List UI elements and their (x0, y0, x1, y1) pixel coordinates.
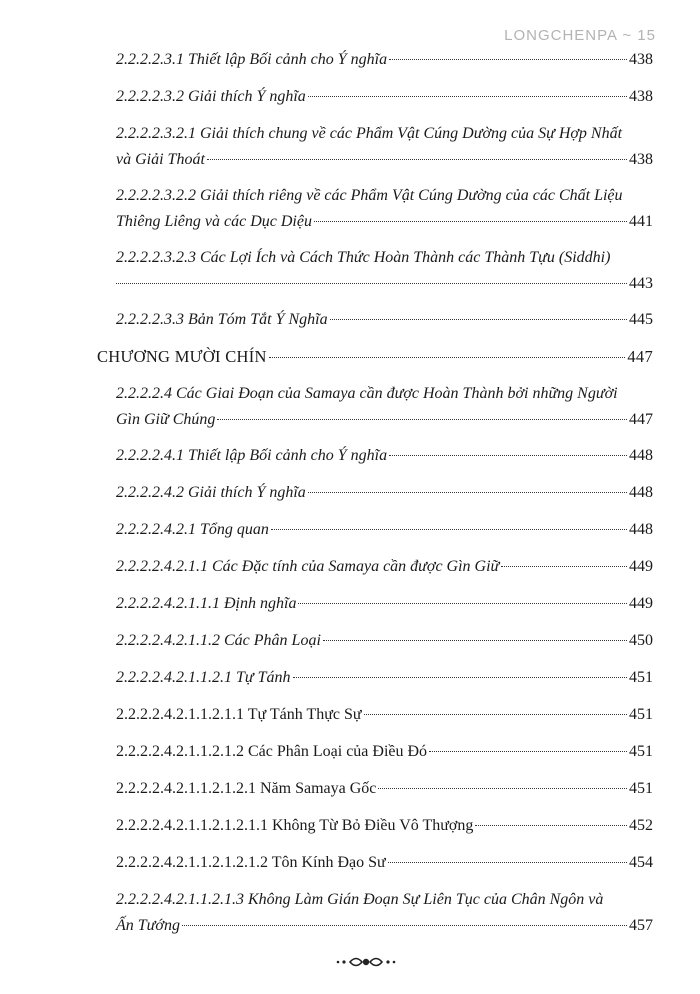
dot-leader (269, 357, 626, 358)
toc-page-number: 450 (629, 632, 653, 649)
toc-page-number: 447 (627, 347, 653, 366)
toc-entry[interactable] (116, 517, 653, 543)
toc-entry[interactable] (116, 813, 653, 839)
toc-entry-title: 2.2.2.2.4 Các Giai Đoạn của Samaya cần được Hoàn Thành bởi những Người (116, 385, 618, 402)
dot-leader (217, 419, 627, 420)
toc-page-number: 451 (629, 669, 653, 686)
toc-entry-title: 2.2.2.2.4.2.1 Tổng quan (116, 521, 269, 538)
toc-page-number: 448 (629, 447, 653, 464)
toc-entry-title: 2.2.2.2.3.2.1 Giải thích chung về các Phẩm Vật Cúng Dường của Sự Hợp Nhất (116, 125, 623, 142)
toc-entry-title: 2.2.2.2.4.2.1.1.2.1.1 Tự Tánh Thực Sự (116, 706, 362, 723)
dot-leader (501, 566, 627, 567)
dot-leader (308, 492, 627, 493)
toc-page-number: 443 (629, 275, 653, 292)
toc-page-number: 451 (629, 706, 653, 723)
running-header: LONGCHENPA ~ 15 (504, 27, 656, 44)
toc-entry[interactable] (116, 887, 653, 939)
toc-entry-title: 2.2.2.2.3.3 Bản Tóm Tắt Ý Nghĩa (116, 311, 328, 328)
dot-leader (314, 221, 627, 222)
dot-leader (378, 788, 627, 789)
toc-page-number: 448 (629, 484, 653, 501)
toc-entry-title: 2.2.2.2.4.2.1.1.1 Định nghĩa (116, 595, 297, 612)
toc-entry[interactable] (116, 183, 653, 235)
dot-leader (429, 751, 627, 752)
toc-entry[interactable] (116, 84, 653, 110)
toc-entry-title: 2.2.2.2.4.2.1.1.2 Các Phân Loại (116, 632, 321, 649)
toc-page-number: 454 (629, 854, 653, 871)
dot-leader (271, 529, 627, 530)
toc-entry[interactable] (116, 739, 653, 765)
toc-entry[interactable] (116, 47, 653, 73)
dot-leader (308, 96, 627, 97)
toc-entry[interactable] (116, 245, 653, 297)
toc-entry[interactable] (116, 307, 653, 333)
toc-entry-title: 2.2.2.2.3.2.3 Các Lợi Ích và Cách Thức Hoàn Thành các Thành Tựu (Siddhi) (116, 249, 611, 266)
page-ornament-icon (334, 951, 398, 969)
toc-entry-title-continuation: Thiêng Liêng và các Dục Diệu (116, 213, 312, 230)
toc-entry[interactable] (97, 344, 653, 370)
toc-page-number: 445 (629, 311, 653, 328)
dot-leader (298, 603, 627, 604)
toc-page-number: 447 (629, 411, 653, 428)
toc-entry-title: 2.2.2.2.4.2.1.1.2.1.2.1.1 Không Từ Bỏ Điều Vô Thượng (116, 817, 474, 834)
toc-entry-title-continuation: Gìn Giữ Chúng (116, 411, 216, 428)
toc-page-number: 438 (629, 151, 653, 168)
toc-page-number: 451 (629, 780, 653, 797)
dot-leader (323, 640, 627, 641)
dot-leader (207, 159, 627, 160)
toc-entry-title: 2.2.2.2.4.2 Giải thích Ý nghĩa (116, 484, 306, 501)
toc-entry[interactable] (116, 121, 653, 173)
toc-entry[interactable] (116, 850, 653, 876)
toc-entry[interactable] (116, 443, 653, 469)
toc-entry-title-continuation: và Giải Thoát (116, 151, 205, 168)
toc-entry[interactable] (116, 591, 653, 617)
dot-leader (389, 455, 627, 456)
toc-entry[interactable] (116, 702, 653, 728)
toc-entry-title: 2.2.2.2.3.2 Giải thích Ý nghĩa (116, 88, 306, 105)
dot-leader (293, 677, 627, 678)
toc-page-number: 451 (629, 743, 653, 760)
toc-entry[interactable] (116, 665, 653, 691)
dot-leader (475, 825, 627, 826)
dot-leader (116, 283, 627, 284)
toc-page-number: 449 (629, 595, 653, 612)
toc-entry-title: 2.2.2.2.3.1 Thiết lập Bối cảnh cho Ý nghĩa (116, 51, 388, 68)
toc-entry[interactable] (116, 628, 653, 654)
toc-entry[interactable] (116, 554, 653, 580)
toc-entry-title: 2.2.2.2.4.2.1.1.2.1 Tự Tánh (116, 669, 291, 686)
dot-leader (388, 862, 627, 863)
toc-page-number: 438 (629, 88, 653, 105)
toc-page-number: 452 (629, 817, 653, 834)
toc-entry-title: 2.2.2.2.4.2.1.1.2.1.3 Không Làm Gián Đoạn Sự Liên Tục của Chân Ngôn và (116, 891, 604, 908)
toc-entry-title: 2.2.2.2.4.2.1.1 Các Đặc tính của Samaya cần được Gìn Giữ (116, 558, 500, 575)
toc-page-number: 438 (629, 51, 653, 68)
toc-page-number: 448 (629, 521, 653, 538)
toc-page-number: 457 (629, 917, 653, 934)
dot-leader (364, 714, 627, 715)
dot-leader (330, 319, 627, 320)
toc-entry-title-continuation: Ấn Tướng (116, 917, 180, 934)
toc-entry-title: 2.2.2.2.4.2.1.1.2.1.2.1.2 Tôn Kính Đạo Sư (116, 854, 386, 871)
toc-entry-title: 2.2.2.2.4.1 Thiết lập Bối cảnh cho Ý nghĩa (116, 447, 388, 464)
toc-page-number: 449 (629, 558, 653, 575)
dot-leader (389, 59, 627, 60)
toc-entry[interactable] (116, 381, 653, 433)
toc-entry-title: 2.2.2.2.3.2.2 Giải thích riêng về các Phẩm Vật Cúng Dường của các Chất Liệu (116, 187, 623, 204)
dot-leader (182, 925, 627, 926)
toc-entry-title: CHƯƠNG MƯỜI CHÍN (97, 347, 267, 366)
toc-entry-title: 2.2.2.2.4.2.1.1.2.1.2.1 Năm Samaya Gốc (116, 780, 377, 797)
toc-entry[interactable] (116, 776, 653, 802)
toc-entry-title: 2.2.2.2.4.2.1.1.2.1.2 Các Phân Loại của Điều Đó (116, 743, 428, 760)
toc-page-number: 441 (629, 213, 653, 230)
toc-entry[interactable] (116, 480, 653, 506)
